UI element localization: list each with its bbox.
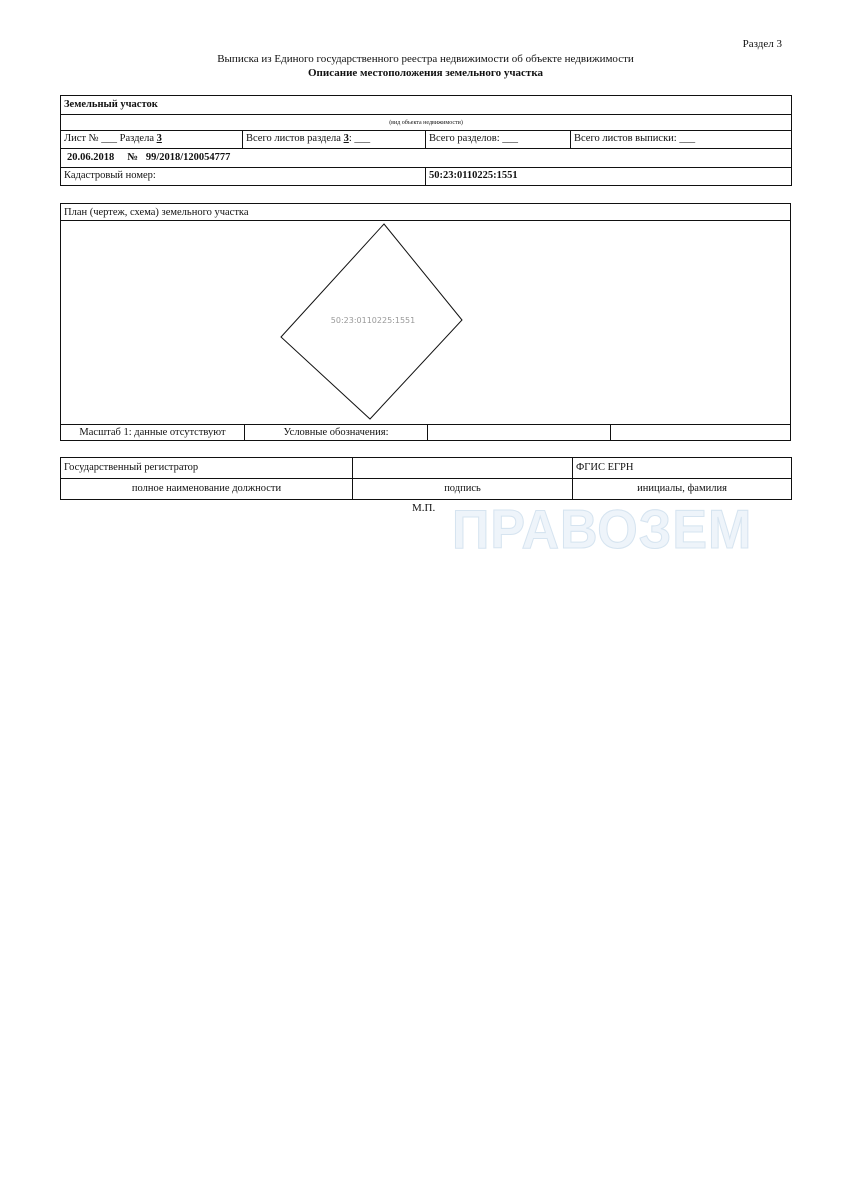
date-number-cell	[61, 149, 792, 168]
sheet-section-value: 3	[156, 133, 162, 145]
registration-number: 99/2018/120054777	[145, 151, 231, 163]
section-label: Раздел 3	[742, 38, 782, 50]
signature-table	[60, 457, 792, 500]
plan-box	[60, 203, 791, 441]
registrar-position: Государственный регистратор	[61, 458, 353, 479]
signature-field	[353, 458, 573, 479]
plan-footer	[61, 424, 790, 441]
legend-label: Условные обозначения:	[244, 425, 427, 441]
object-info-table	[60, 95, 792, 186]
cadastral-label: Кадастровый номер:	[61, 168, 426, 186]
sheet-label: Лист № ___ Раздела	[64, 133, 154, 145]
sheet-number-cell	[61, 131, 243, 149]
sheets-in-section-suffix: : ___	[348, 133, 371, 145]
initials-caption: инициалы, фамилия	[573, 479, 792, 500]
stamp-placeholder: М.П.	[412, 502, 436, 514]
scale-label: Масштаб 1: данные отсутствуют	[79, 427, 226, 438]
watermark: ПРАВОЗЕМ	[452, 499, 753, 561]
sheets-in-section-value: 3	[343, 133, 349, 145]
plan-drawing	[61, 222, 790, 424]
number-sign: №	[127, 151, 138, 163]
registrar-initials: ФГИС ЕГРН	[573, 458, 792, 479]
total-sections: Всего разделов: ___	[426, 131, 571, 149]
extract-date: 20.06.2018	[67, 151, 115, 163]
document-title: Выписка из Единого государственного реестра недвижимости об объекте недвижимости	[217, 53, 634, 65]
sheets-in-section-label: Всего листов раздела	[246, 133, 341, 145]
object-type-caption: (вид объекта недвижимости)	[61, 115, 792, 131]
document-subtitle: Описание местоположения земельного участка	[307, 67, 544, 79]
legend-cell-2	[610, 425, 790, 441]
total-sheets: Всего листов выписки: ___	[571, 131, 792, 149]
cadastral-value: 50:23:0110225:1551	[426, 168, 792, 186]
sheets-in-section-cell	[243, 131, 426, 149]
signature-caption: подпись	[353, 479, 573, 500]
position-caption: полное наименование должности	[61, 479, 353, 500]
plan-header: План (чертеж, схема) земельного участка	[61, 204, 790, 221]
legend-cell-1	[427, 425, 610, 441]
parcel-diagram	[61, 222, 790, 424]
object-type: Земельный участок	[61, 96, 792, 115]
parcel-label: 50:23:0110225:1551	[330, 316, 416, 325]
